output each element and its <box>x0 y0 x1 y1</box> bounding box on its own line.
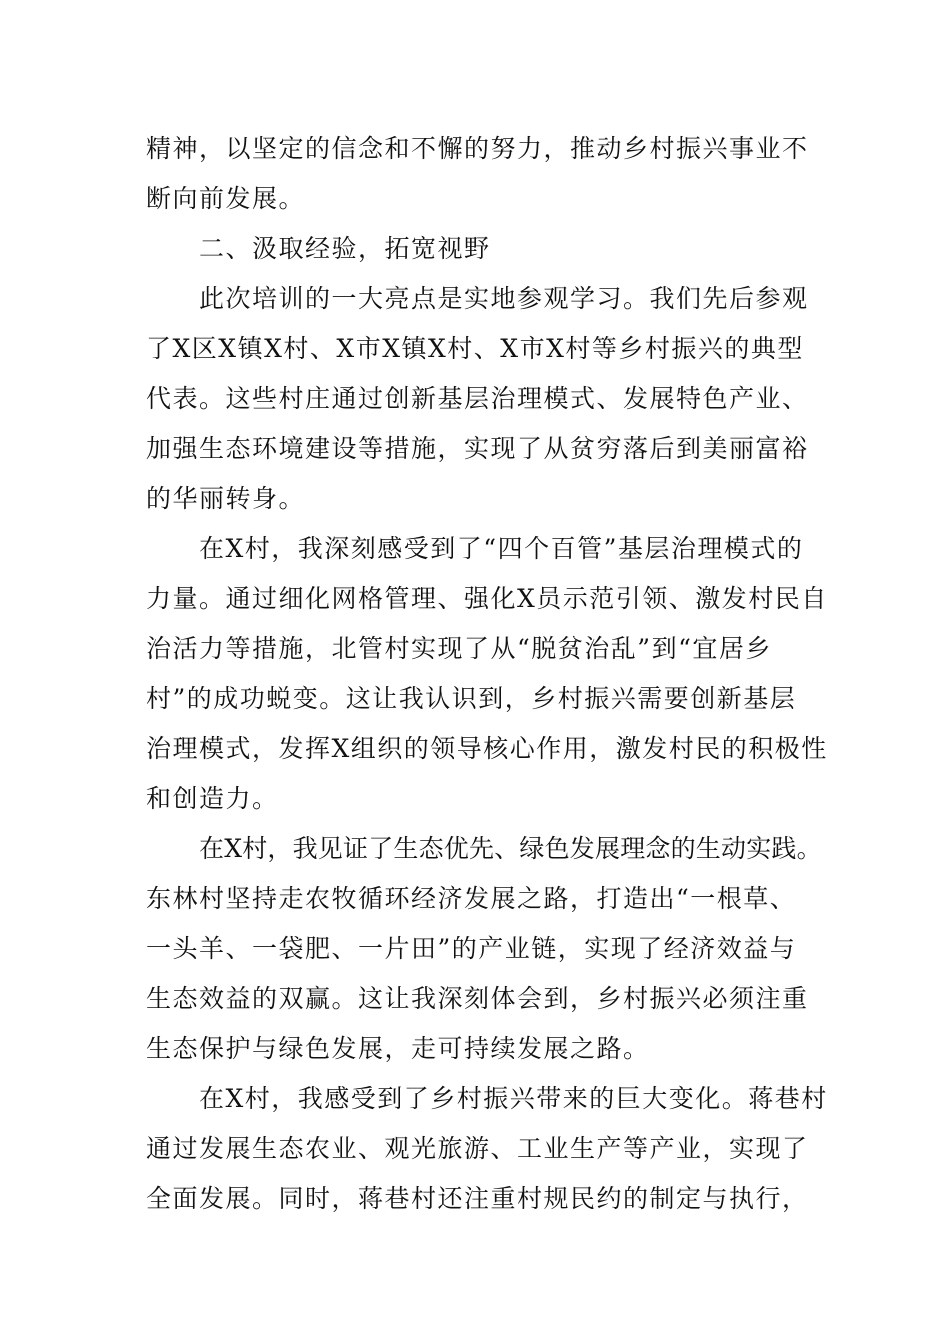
paragraph-governance <box>146 524 828 824</box>
text-line: 生态效益的双赢。这让我深刻体会到，乡村振兴必须注重 <box>146 984 809 1013</box>
paragraph-ecology <box>146 824 822 1074</box>
text-line: 一头羊、一袋肥、一片田”的产业链，实现了经济效益与 <box>146 934 797 963</box>
text-line: 生态保护与绿色发展，走可持续发展之路。 <box>146 1034 650 1063</box>
heading-line: 二、汲取经验，拓宽视野 <box>199 234 491 263</box>
section-heading <box>146 224 816 274</box>
text-line: 全面发展。同时，蒋巷村还注重村规民约的制定与执行， <box>146 1184 809 1213</box>
document-body <box>146 124 828 1224</box>
text-line: 代表。这些村庄通过创新基层治理模式、发展特色产业、 <box>146 384 809 413</box>
text-line: 精神，以坚定的信念和不懈的努力，推动乡村振兴事业不 <box>146 134 809 163</box>
text-line: 在X村，我见证了生态优先、绿色发展理念的生动实践。 <box>199 834 822 863</box>
paragraph-development <box>146 1074 828 1224</box>
text-line: 东林村坚持走农牧循环经济发展之路，打造出“一根草、 <box>146 884 797 913</box>
text-line: 在X村，我感受到了乡村振兴带来的巨大变化。蒋巷村 <box>199 1084 828 1113</box>
text-line: 和创造力。 <box>146 784 279 813</box>
text-line: 了X区X镇X村、X市X镇X村、X市X村等乡村振兴的典型 <box>146 334 804 363</box>
paragraph-field-visit <box>146 274 816 524</box>
text-line: 此次培训的一大亮点是实地参观学习。我们先后参观 <box>199 284 809 313</box>
text-line: 加强生态环境建设等措施，实现了从贫穷落后到美丽富裕 <box>146 434 809 463</box>
text-line: 的华丽转身。 <box>146 484 306 513</box>
text-line: 通过发展生态农业、观光旅游、工业生产等产业，实现了 <box>146 1134 809 1163</box>
paragraph-continuation <box>146 124 816 224</box>
text-line: 在X村，我深刻感受到了“四个百管”基层治理模式的 <box>199 534 804 563</box>
text-line: 断向前发展。 <box>146 184 306 213</box>
text-line: 治理模式，发挥X组织的领导核心作用，激发村民的积极性 <box>146 734 828 763</box>
text-line: 治活力等措施，北管村实现了从“脱贫治乱”到“宜居乡 <box>146 634 772 663</box>
text-line: 村”的成功蜕变。这让我认识到，乡村振兴需要创新基层 <box>146 684 797 713</box>
text-line: 力量。通过细化网格管理、强化X员示范引领、激发村民自 <box>146 584 828 613</box>
